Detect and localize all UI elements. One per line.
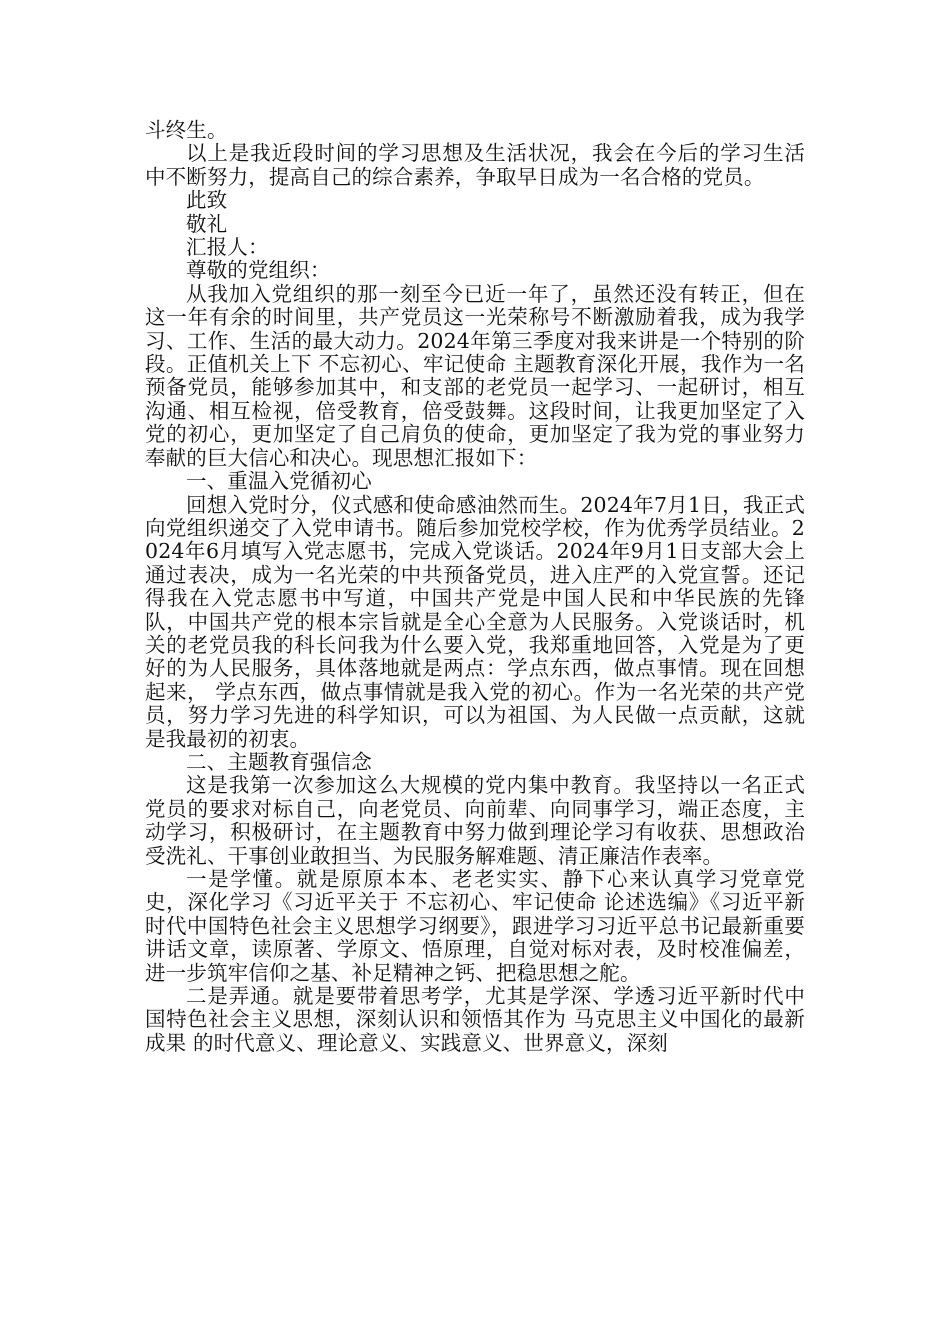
paragraph-closing-summary: 以上是我近段时间的学习思想及生活状况，我会在今后的学习生活中不断努力，提高自己的综合素养，争取早日成为一名合格的党员。 [145, 141, 805, 189]
section-heading-1: 一、重温入党循初心 [186, 469, 372, 494]
paragraph-intro: 从我加入党组织的那一刻至今已近一年了，虽然还没有转正，但在这一年有余的时间里，共产党员这一光荣称号不断激励着我，成为我学习、工作、生活的最大动力。2024年第三季度对我来讲是一个特别的阶段。正值机关上下 不忘初心、牢记使命 主题教育深化开展，我作为一名预备党员，能够参加其中，和支部的老党员一起学习、一起研讨，相互沟通、相互检视，倍受教育，倍受鼓舞。这段时间，让我更加坚定了入党的初心，更加坚定了自己肩负的使命，更加坚定了我为党的事业努力奉献的巨大信心和决心。现思想汇报如下： [145, 281, 805, 470]
paragraph-section-2: 这是我第一次参加这么大规模的党内集中教育。我坚持以一名正式党员的要求对标自己，向老党员、向前辈、向同事学习，端正态度，主动学习，积极研讨，在主题教育中努力做到理论学习有收获、思想政治受洗礼、干事创业敢担当、为民服务解难题、清正廉洁作表率。 [145, 773, 805, 868]
reporter-label: 汇报人： [186, 235, 269, 260]
greeting: 尊敬的党组织： [186, 258, 331, 283]
document-body [145, 119, 805, 1055]
section-heading-2: 二、主题教育强信念 [186, 749, 372, 774]
paragraph-nongtong: 二是弄通。就是要带着思考学，尤其是学深、学透习近平新时代中国特色社会主义思想，深刻认识和领悟其作为 马克思主义中国化的最新成果 的时代意义、理论意义、实践意义、世界意义，深刻 [145, 984, 805, 1055]
paragraph-section-1: 回想入党时分，仪式感和使命感油然而生。2024年7月1日，我正式向党组织递交了入党申请书。随后参加党校学校，作为优秀学员结业。2024年6月填写入党志愿书，完成入党谈话。2024年9月1日支部大会上通过表决，成为一名光荣的中共预备党员，进入庄严的入党宣誓。还记得我在入党志愿书中写道，中国共产党是中国人民和中华民族的先锋队，中国共产党的根本宗旨就是全心全意为人民服务。入党谈话时，机关的老党员我的科长问我为什么要入党，我郑重地回答，入党是为了更好的为人民服务，具体落地就是两点：学点东西，做点事情。现在回想起来， 学点东西，做点事情就是我入党的初心。作为一名光荣的共产党员，努力学习先进的科学知识，可以为祖国、为人民做一点贡献，这就是我最初的初衷。 [145, 492, 805, 751]
paragraph-continuation: 斗终生。 [145, 118, 228, 142]
salutation-jingli: 敬礼 [186, 211, 228, 236]
salutation-cizhi: 此致 [186, 188, 228, 213]
paragraph-xuedong: 一是学懂。就是原原本本、老老实实、静下心来认真学习党章党史，深化学习《习近平关于 不忘初心、牢记使命 论述选编》《习近平新时代中国特色社会主义思想学习纲要》，跟进学习习近平总书记最新重要讲话文章，读原著、学原文、悟原理，自觉对标对表，及时校准偏差，进一步筑牢信仰之基、补足精神之钙、把稳思想之舵。 [145, 867, 805, 985]
